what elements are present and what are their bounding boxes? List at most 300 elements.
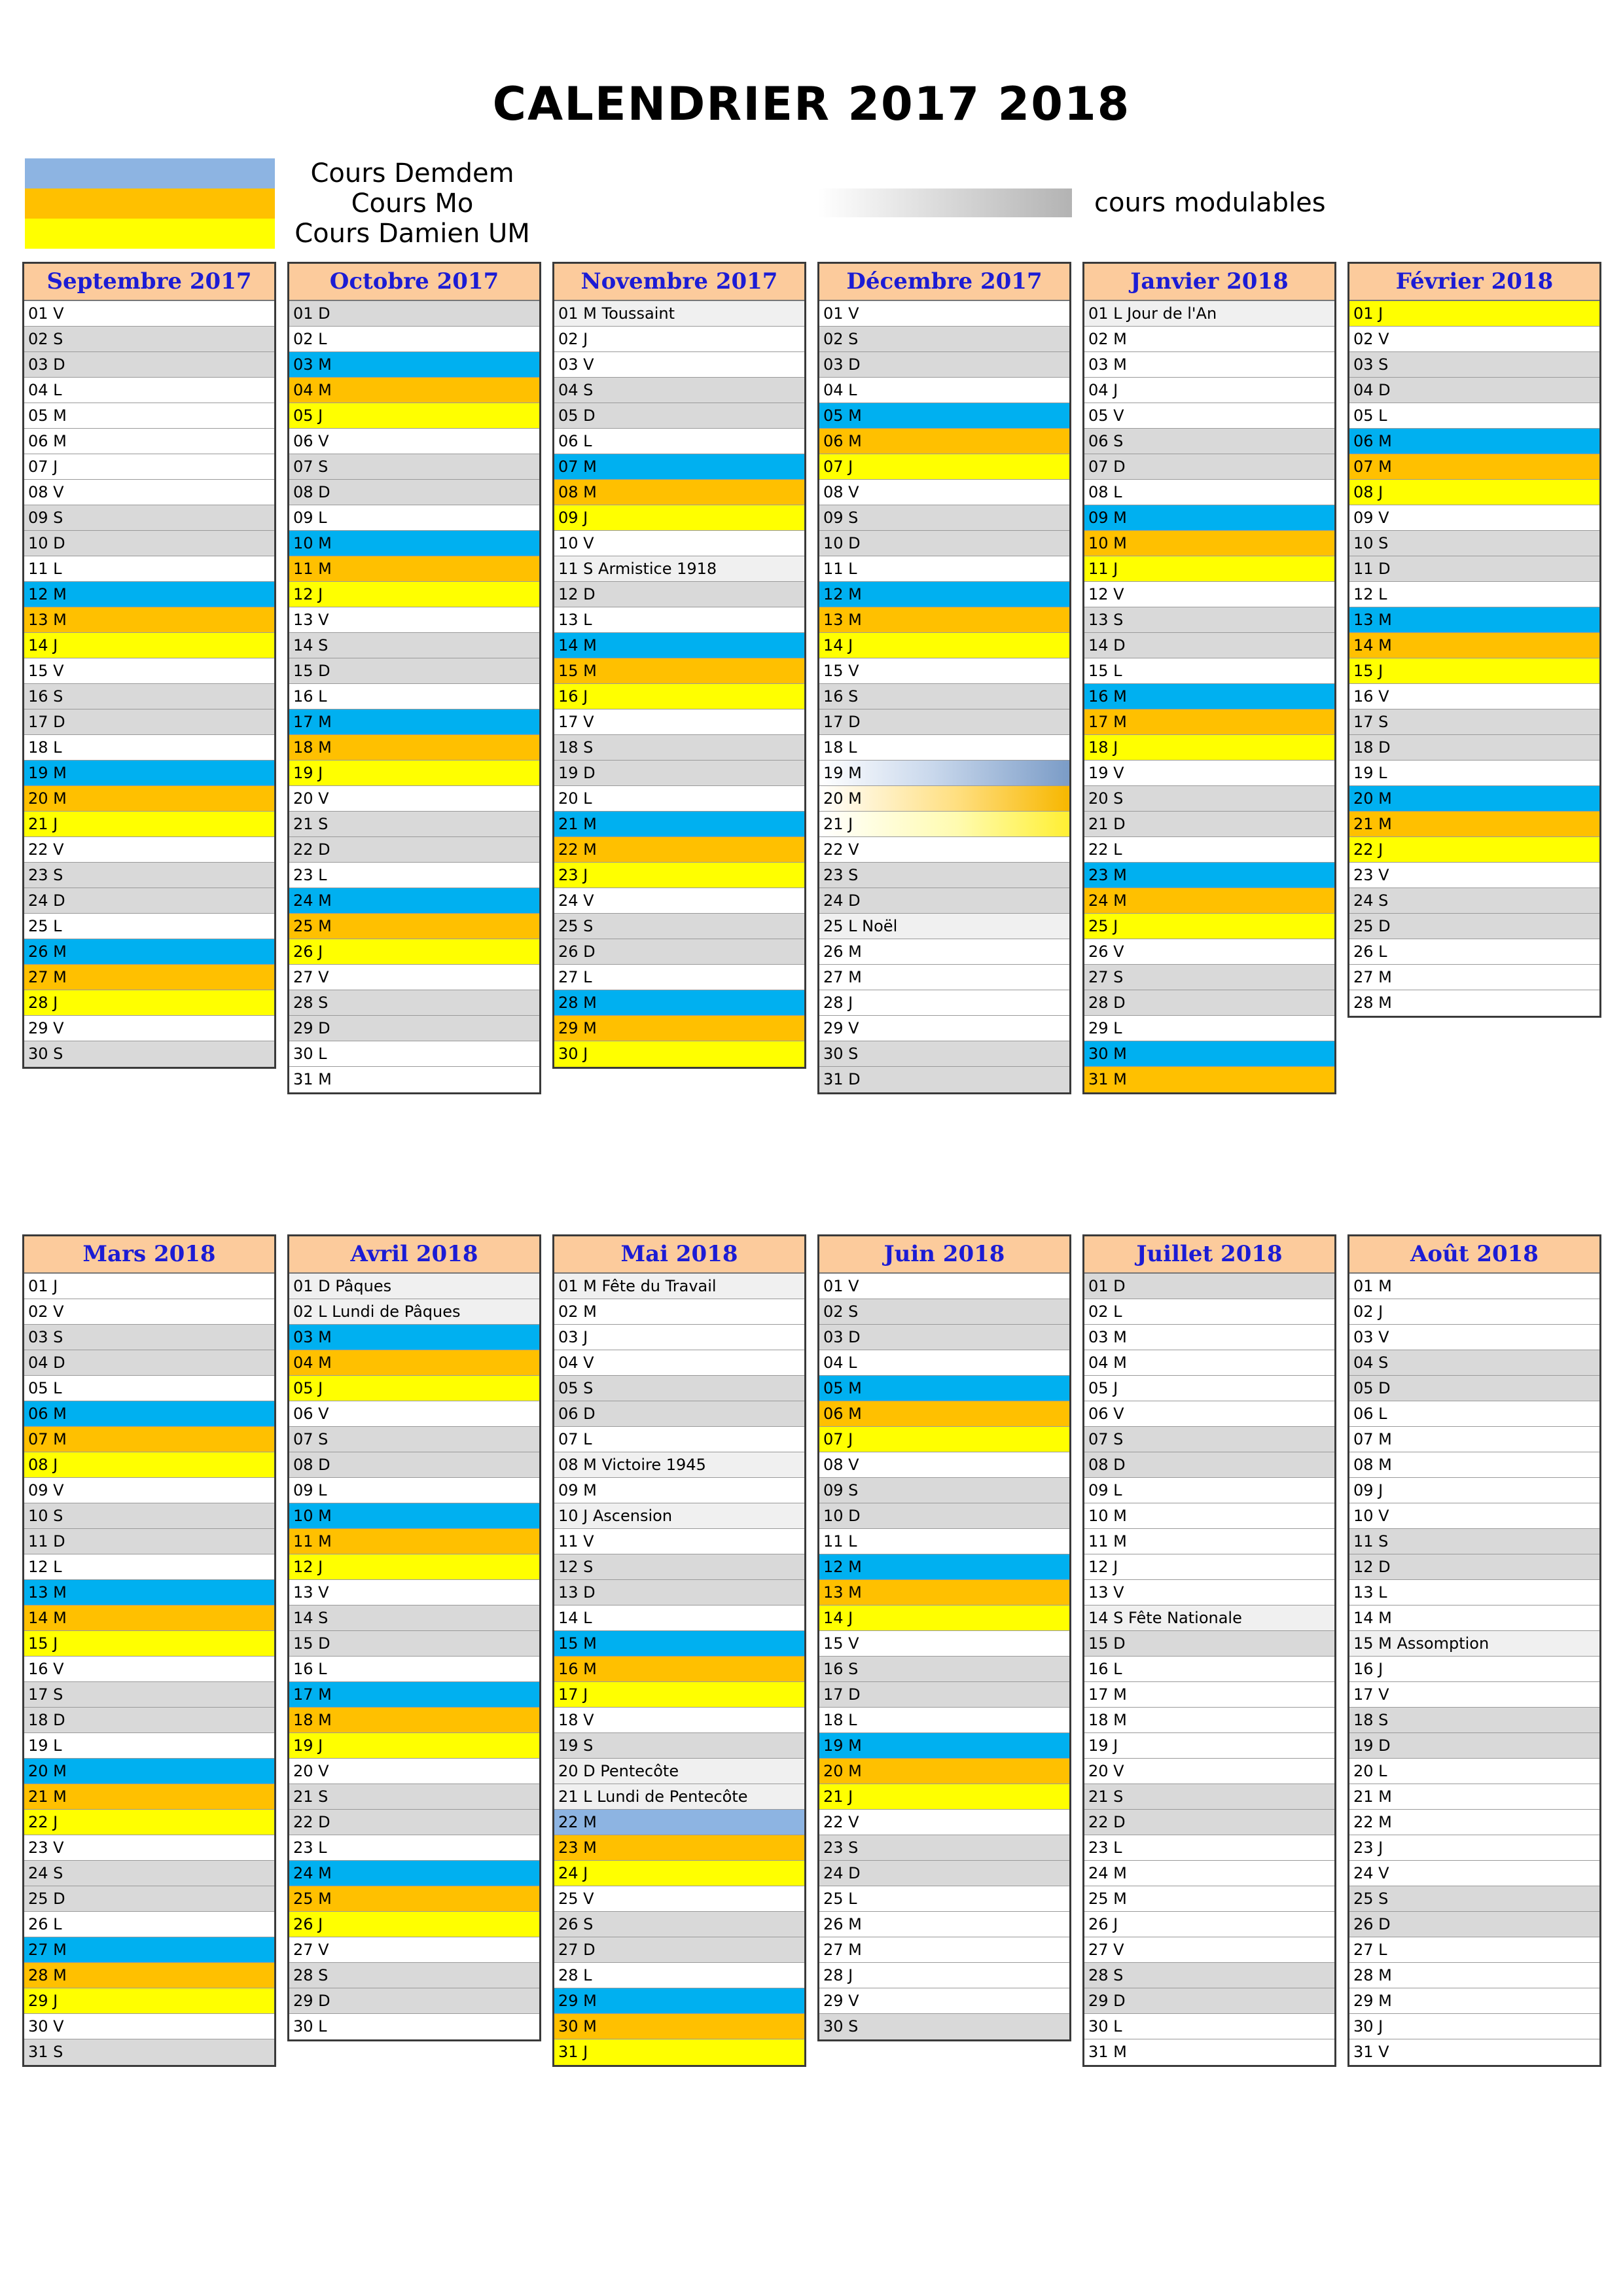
day-cell: 24 J	[554, 1861, 804, 1886]
day-cell: 29 V	[819, 1988, 1069, 2014]
day-cell: 30 S	[819, 1041, 1069, 1067]
day-cell: 23 M	[554, 1835, 804, 1861]
day-cell: 19 J	[1084, 1733, 1334, 1759]
day-cell: 07 D	[1084, 454, 1334, 480]
day-cell: 17 D	[24, 709, 274, 735]
day-cell: 02 S	[819, 327, 1069, 352]
day-cell: 30 V	[24, 2014, 274, 2039]
day-cell: 21 M	[1349, 812, 1599, 837]
day-cell: 24 V	[1349, 1861, 1599, 1886]
day-cell: 25 J	[1084, 914, 1334, 939]
day-cell: 05 J	[289, 1376, 539, 1401]
day-cell: 23 J	[554, 863, 804, 888]
day-cell: 09 L	[289, 1478, 539, 1503]
day-cell: 10 D	[819, 531, 1069, 556]
day-cell: 26 M	[24, 939, 274, 965]
day-cell: 22 V	[24, 837, 274, 863]
day-cell: 07 L	[554, 1427, 804, 1452]
legend-swatch-modulable	[818, 188, 1072, 217]
day-cell: 08 M	[1349, 1452, 1599, 1478]
day-cell: 11 D	[1349, 556, 1599, 582]
day-cell: 01 V	[819, 1274, 1069, 1299]
day-cell: 16 L	[289, 684, 539, 709]
day-cell: 18 L	[24, 735, 274, 761]
day-cell: 17 M	[1084, 709, 1334, 735]
day-cell: 10 D	[24, 531, 274, 556]
day-cell: 03 V	[1349, 1325, 1599, 1350]
day-cell: 31 M	[1084, 1067, 1334, 1092]
day-cell: 03 V	[554, 352, 804, 378]
day-cell: 14 S Fête Nationale	[1084, 1605, 1334, 1631]
day-cell: 13 M	[1349, 607, 1599, 633]
day-cell: 26 J	[289, 1912, 539, 1937]
day-cell: 14 M	[1349, 1605, 1599, 1631]
month-calendar	[817, 262, 1071, 1094]
day-cell: 09 J	[1349, 1478, 1599, 1503]
day-cell: 28 M	[554, 990, 804, 1016]
month-header: Janvier 2018	[1084, 264, 1334, 301]
day-cell: 19 S	[554, 1733, 804, 1759]
day-cell: 01 M	[1349, 1274, 1599, 1299]
day-cell: 01 J	[24, 1274, 274, 1299]
day-cell: 08 D	[1084, 1452, 1334, 1478]
day-cell: 25 D	[24, 1886, 274, 1912]
day-cell: 28 M	[1349, 990, 1599, 1016]
day-cell: 25 L Noël	[819, 914, 1069, 939]
day-cell: 21 M	[24, 1784, 274, 1810]
day-cell: 26 V	[1084, 939, 1334, 965]
day-cell: 06 M	[24, 429, 274, 454]
day-cell: 25 M	[1084, 1886, 1334, 1912]
day-cell: 24 V	[554, 888, 804, 914]
day-cell: 29 M	[554, 1016, 804, 1041]
day-cell: 20 V	[289, 786, 539, 812]
day-cell: 10 S	[1349, 531, 1599, 556]
day-cell: 23 V	[24, 1835, 274, 1861]
day-cell: 21 M	[554, 812, 804, 837]
day-cell: 22 V	[819, 1810, 1069, 1835]
day-cell: 04 V	[554, 1350, 804, 1376]
day-cell: 27 M	[819, 1937, 1069, 1963]
day-cell: 15 D	[289, 658, 539, 684]
day-cell: 16 J	[1349, 1657, 1599, 1682]
day-cell: 01 M Toussaint	[554, 301, 804, 327]
day-cell: 01 V	[24, 301, 274, 327]
day-cell: 07 M	[1349, 1427, 1599, 1452]
day-cell: 20 V	[289, 1759, 539, 1784]
day-cell: 18 M	[289, 735, 539, 761]
day-cell: 17 D	[819, 1682, 1069, 1708]
day-cell: 17 M	[289, 709, 539, 735]
day-cell: 21 J	[24, 812, 274, 837]
day-cell: 20 M	[1349, 786, 1599, 812]
day-cell: 21 M	[1349, 1784, 1599, 1810]
day-cell: 04 L	[819, 1350, 1069, 1376]
day-cell: 15 M	[554, 1631, 804, 1657]
day-cell: 11 V	[554, 1529, 804, 1554]
day-cell: 13 L	[1349, 1580, 1599, 1605]
day-cell: 14 S	[289, 1605, 539, 1631]
day-cell: 01 D	[1084, 1274, 1334, 1299]
day-cell: 02 L	[289, 327, 539, 352]
day-cell: 23 S	[24, 863, 274, 888]
day-cell: 06 S	[1084, 429, 1334, 454]
day-cell: 08 V	[24, 480, 274, 505]
day-cell: 13 D	[554, 1580, 804, 1605]
day-cell: 23 M	[1084, 863, 1334, 888]
day-cell: 19 M	[819, 761, 1069, 786]
day-cell: 14 S	[289, 633, 539, 658]
day-cell: 04 D	[24, 1350, 274, 1376]
day-cell: 31 M	[1084, 2039, 1334, 2065]
month-header: Mai 2018	[554, 1236, 804, 1274]
day-cell: 30 M	[554, 2014, 804, 2039]
day-cell: 21 L Lundi de Pentecôte	[554, 1784, 804, 1810]
day-cell: 27 V	[289, 1937, 539, 1963]
day-cell: 16 S	[24, 684, 274, 709]
day-cell: 08 V	[819, 480, 1069, 505]
day-cell: 27 M	[819, 965, 1069, 990]
day-cell: 08 V	[819, 1452, 1069, 1478]
day-cell: 02 V	[1349, 327, 1599, 352]
day-cell: 11 L	[819, 556, 1069, 582]
day-cell: 21 D	[1084, 812, 1334, 837]
day-cell: 19 V	[1084, 761, 1334, 786]
month-calendar	[22, 1234, 276, 2067]
day-cell: 19 J	[289, 1733, 539, 1759]
day-cell: 09 S	[819, 505, 1069, 531]
day-cell: 28 M	[1349, 1963, 1599, 1988]
month-header: Février 2018	[1349, 264, 1599, 301]
day-cell: 27 L	[1349, 1937, 1599, 1963]
day-cell: 26 M	[819, 939, 1069, 965]
day-cell: 27 V	[1084, 1937, 1334, 1963]
day-cell: 26 L	[1349, 939, 1599, 965]
day-cell: 16 V	[1349, 684, 1599, 709]
day-cell: 09 L	[1084, 1478, 1334, 1503]
day-cell: 16 J	[554, 684, 804, 709]
day-cell: 10 M	[1084, 531, 1334, 556]
day-cell: 15 J	[1349, 658, 1599, 684]
day-cell: 11 D	[24, 1529, 274, 1554]
day-cell: 24 D	[24, 888, 274, 914]
day-cell: 02 M	[1084, 327, 1334, 352]
day-cell: 01 L Jour de l'An	[1084, 301, 1334, 327]
day-cell: 06 L	[554, 429, 804, 454]
day-cell: 27 S	[1084, 965, 1334, 990]
day-cell: 02 L Lundi de Pâques	[289, 1299, 539, 1325]
day-cell: 16 L	[289, 1657, 539, 1682]
day-cell: 28 D	[1084, 990, 1334, 1016]
day-cell: 18 S	[554, 735, 804, 761]
day-cell: 08 M Victoire 1945	[554, 1452, 804, 1478]
day-cell: 17 S	[24, 1682, 274, 1708]
month-calendar	[552, 1234, 806, 2067]
day-cell: 05 S	[554, 1376, 804, 1401]
day-cell: 07 J	[24, 454, 274, 480]
day-cell: 27 V	[289, 965, 539, 990]
day-cell: 06 M	[819, 429, 1069, 454]
day-cell: 23 V	[1349, 863, 1599, 888]
day-cell: 04 M	[1084, 1350, 1334, 1376]
day-cell: 30 J	[554, 1041, 804, 1067]
day-cell: 05 V	[1084, 403, 1334, 429]
day-cell: 05 M	[24, 403, 274, 429]
day-cell: 20 S	[1084, 786, 1334, 812]
day-cell: 14 M	[554, 633, 804, 658]
day-cell: 29 M	[1349, 1988, 1599, 2014]
day-cell: 23 L	[1084, 1835, 1334, 1861]
day-cell: 14 L	[554, 1605, 804, 1631]
day-cell: 06 M	[819, 1401, 1069, 1427]
day-cell: 03 M	[1084, 1325, 1334, 1350]
day-cell: 18 L	[819, 735, 1069, 761]
day-cell: 17 V	[1349, 1682, 1599, 1708]
day-cell: 28 J	[819, 1963, 1069, 1988]
day-cell: 24 S	[1349, 888, 1599, 914]
legend-swatch-demdem	[25, 158, 275, 188]
day-cell: 14 J	[24, 633, 274, 658]
day-cell: 15 D	[1084, 1631, 1334, 1657]
day-cell: 25 S	[1349, 1886, 1599, 1912]
day-cell: 30 L	[1084, 2014, 1334, 2039]
day-cell: 04 J	[1084, 378, 1334, 403]
day-cell: 27 M	[24, 1937, 274, 1963]
day-cell: 17 J	[554, 1682, 804, 1708]
day-cell: 25 D	[1349, 914, 1599, 939]
day-cell: 04 M	[289, 1350, 539, 1376]
month-header: Juin 2018	[819, 1236, 1069, 1274]
day-cell: 03 D	[819, 352, 1069, 378]
day-cell: 12 J	[1084, 1554, 1334, 1580]
month-calendar	[1082, 1234, 1336, 2067]
day-cell: 20 M	[819, 786, 1069, 812]
day-cell: 29 L	[1084, 1016, 1334, 1041]
day-cell: 07 J	[819, 454, 1069, 480]
day-cell: 09 V	[24, 1478, 274, 1503]
day-cell: 06 V	[289, 429, 539, 454]
day-cell: 23 S	[819, 1835, 1069, 1861]
day-cell: 25 L	[24, 914, 274, 939]
day-cell: 09 S	[24, 505, 274, 531]
day-cell: 15 V	[819, 658, 1069, 684]
day-cell: 26 D	[554, 939, 804, 965]
day-cell: 05 J	[289, 403, 539, 429]
day-cell: 29 D	[1084, 1988, 1334, 2014]
day-cell: 12 D	[554, 582, 804, 607]
day-cell: 31 V	[1349, 2039, 1599, 2065]
day-cell: 23 S	[819, 863, 1069, 888]
day-cell: 12 D	[1349, 1554, 1599, 1580]
day-cell: 11 S Armistice 1918	[554, 556, 804, 582]
day-cell: 10 V	[554, 531, 804, 556]
day-cell: 09 M	[1084, 505, 1334, 531]
day-cell: 06 L	[1349, 1401, 1599, 1427]
day-cell: 25 V	[554, 1886, 804, 1912]
day-cell: 05 L	[1349, 403, 1599, 429]
day-cell: 14 M	[1349, 633, 1599, 658]
month-header: Juillet 2018	[1084, 1236, 1334, 1274]
month-calendar	[1347, 1234, 1601, 2067]
day-cell: 28 S	[1084, 1963, 1334, 1988]
day-cell: 03 S	[24, 1325, 274, 1350]
day-cell: 05 D	[1349, 1376, 1599, 1401]
day-cell: 14 J	[819, 1605, 1069, 1631]
month-calendar	[1082, 262, 1336, 1094]
month-header: Mars 2018	[24, 1236, 274, 1274]
day-cell: 03 M	[289, 352, 539, 378]
legend-swatch-mo	[25, 188, 275, 219]
day-cell: 07 M	[1349, 454, 1599, 480]
day-cell: 29 V	[24, 1016, 274, 1041]
day-cell: 27 M	[24, 965, 274, 990]
day-cell: 13 V	[289, 1580, 539, 1605]
day-cell: 09 S	[819, 1478, 1069, 1503]
day-cell: 19 J	[289, 761, 539, 786]
month-calendar	[22, 262, 276, 1069]
day-cell: 15 M	[554, 658, 804, 684]
day-cell: 14 J	[819, 633, 1069, 658]
day-cell: 22 V	[819, 837, 1069, 863]
day-cell: 24 D	[819, 1861, 1069, 1886]
month-header: Novembre 2017	[554, 264, 804, 301]
day-cell: 21 J	[819, 812, 1069, 837]
month-header: Août 2018	[1349, 1236, 1599, 1274]
day-cell: 20 L	[1349, 1759, 1599, 1784]
day-cell: 10 S	[24, 1503, 274, 1529]
day-cell: 13 M	[819, 1580, 1069, 1605]
day-cell: 02 L	[1084, 1299, 1334, 1325]
day-cell: 01 D	[289, 301, 539, 327]
month-header: Décembre 2017	[819, 264, 1069, 301]
day-cell: 14 M	[24, 1605, 274, 1631]
day-cell: 21 S	[289, 1784, 539, 1810]
day-cell: 19 M	[24, 761, 274, 786]
legend-swatch-damien	[25, 219, 275, 249]
day-cell: 06 M	[1349, 429, 1599, 454]
legend-label-demdem: Cours Demdem	[310, 158, 514, 188]
day-cell: 26 J	[1084, 1912, 1334, 1937]
day-cell: 17 M	[289, 1682, 539, 1708]
month-header: Octobre 2017	[289, 264, 539, 301]
day-cell: 10 D	[819, 1503, 1069, 1529]
day-cell: 18 M	[289, 1708, 539, 1733]
day-cell: 22 M	[1349, 1810, 1599, 1835]
month-calendar	[552, 262, 806, 1069]
day-cell: 08 L	[1084, 480, 1334, 505]
day-cell: 07 M	[24, 1427, 274, 1452]
day-cell: 18 V	[554, 1708, 804, 1733]
day-cell: 13 V	[1084, 1580, 1334, 1605]
day-cell: 19 D	[554, 761, 804, 786]
day-cell: 08 M	[554, 480, 804, 505]
day-cell: 10 M	[1084, 1503, 1334, 1529]
day-cell: 20 M	[819, 1759, 1069, 1784]
day-cell: 21 S	[1084, 1784, 1334, 1810]
day-cell: 03 M	[289, 1325, 539, 1350]
day-cell: 29 D	[289, 1988, 539, 2014]
month-header: Septembre 2017	[24, 264, 274, 301]
day-cell: 28 S	[289, 1963, 539, 1988]
day-cell: 30 L	[289, 2014, 539, 2039]
day-cell: 20 M	[24, 1759, 274, 1784]
day-cell: 14 D	[1084, 633, 1334, 658]
day-cell: 28 J	[24, 990, 274, 1016]
day-cell: 03 D	[819, 1325, 1069, 1350]
day-cell: 26 L	[24, 1912, 274, 1937]
day-cell: 17 V	[554, 709, 804, 735]
day-cell: 07 S	[289, 454, 539, 480]
day-cell: 09 J	[554, 505, 804, 531]
page-title: CALENDRIER 2017 2018	[492, 77, 1131, 131]
day-cell: 29 M	[554, 1988, 804, 2014]
day-cell: 09 V	[1349, 505, 1599, 531]
day-cell: 24 M	[1084, 1861, 1334, 1886]
day-cell: 03 S	[1349, 352, 1599, 378]
day-cell: 16 M	[554, 1657, 804, 1682]
day-cell: 11 M	[289, 556, 539, 582]
legend-label-mo: Cours Mo	[351, 188, 474, 219]
day-cell: 18 M	[1084, 1708, 1334, 1733]
day-cell: 07 S	[1084, 1427, 1334, 1452]
day-cell: 24 M	[289, 1861, 539, 1886]
day-cell: 08 J	[24, 1452, 274, 1478]
day-cell: 01 J	[1349, 301, 1599, 327]
day-cell: 04 S	[554, 378, 804, 403]
day-cell: 11 S	[1349, 1529, 1599, 1554]
day-cell: 09 M	[554, 1478, 804, 1503]
day-cell: 17 D	[819, 709, 1069, 735]
day-cell: 19 L	[24, 1733, 274, 1759]
day-cell: 05 J	[1084, 1376, 1334, 1401]
day-cell: 06 V	[1084, 1401, 1334, 1427]
day-cell: 22 D	[289, 837, 539, 863]
day-cell: 20 M	[24, 786, 274, 812]
day-cell: 04 M	[289, 378, 539, 403]
day-cell: 08 D	[289, 1452, 539, 1478]
day-cell: 19 M	[819, 1733, 1069, 1759]
day-cell: 04 D	[1349, 378, 1599, 403]
day-cell: 02 S	[24, 327, 274, 352]
day-cell: 22 J	[24, 1810, 274, 1835]
day-cell: 23 L	[289, 1835, 539, 1861]
day-cell: 19 D	[1349, 1733, 1599, 1759]
month-calendar	[287, 1234, 541, 2041]
day-cell: 31 D	[819, 1067, 1069, 1092]
day-cell: 07 S	[289, 1427, 539, 1452]
day-cell: 18 S	[1349, 1708, 1599, 1733]
day-cell: 01 V	[819, 301, 1069, 327]
day-cell: 24 M	[1084, 888, 1334, 914]
day-cell: 07 J	[819, 1427, 1069, 1452]
day-cell: 15 M Assomption	[1349, 1631, 1599, 1657]
day-cell: 27 M	[1349, 965, 1599, 990]
day-cell: 18 D	[1349, 735, 1599, 761]
day-cell: 13 V	[289, 607, 539, 633]
day-cell: 18 L	[819, 1708, 1069, 1733]
day-cell: 20 L	[554, 786, 804, 812]
day-cell: 15 V	[24, 658, 274, 684]
day-cell: 29 J	[24, 1988, 274, 2014]
day-cell: 29 D	[289, 1016, 539, 1041]
day-cell: 11 J	[1084, 556, 1334, 582]
month-header: Avril 2018	[289, 1236, 539, 1274]
day-cell: 30 J	[1349, 2014, 1599, 2039]
day-cell: 28 L	[554, 1963, 804, 1988]
day-cell: 25 M	[289, 1886, 539, 1912]
day-cell: 19 L	[1349, 761, 1599, 786]
day-cell: 06 V	[289, 1401, 539, 1427]
